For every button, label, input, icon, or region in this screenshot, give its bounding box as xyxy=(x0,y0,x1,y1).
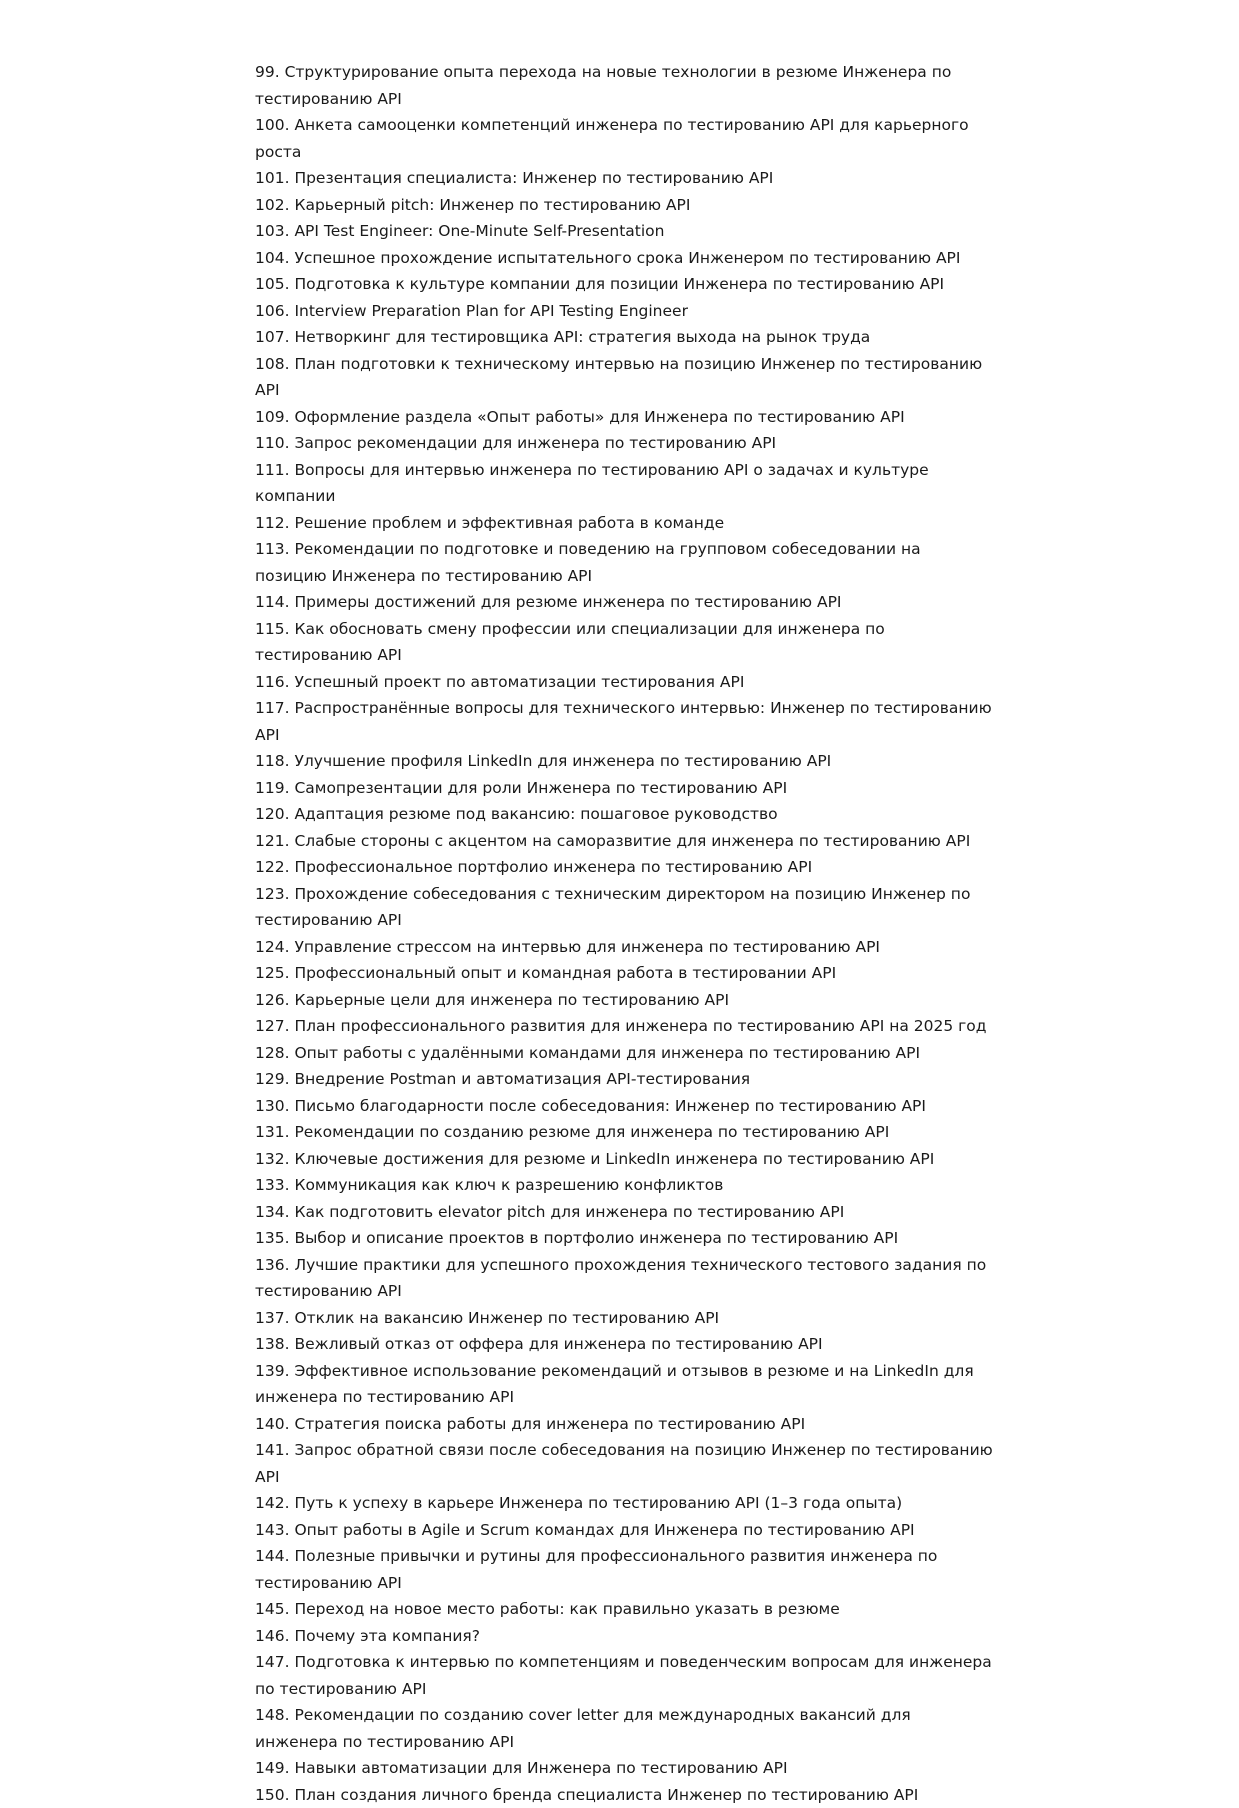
list-item: 120. Адаптация резюме под вакансию: пошаговое руководство xyxy=(255,801,995,828)
list-item: 149. Навыки автоматизации для Инженера по тестированию API xyxy=(255,1755,995,1782)
list-item: 108. План подготовки к техническому интервью на позицию Инженер по тестированию API xyxy=(255,351,995,404)
list-item: 129. Внедрение Postman и автоматизация API-тестирования xyxy=(255,1066,995,1093)
list-item: 117. Распространённые вопросы для технического интервью: Инженер по тестированию API xyxy=(255,695,995,748)
list-item: 150. План создания личного бренда специалиста Инженер по тестированию API xyxy=(255,1782,995,1808)
list-item: 135. Выбор и описание проектов в портфолио инженера по тестированию API xyxy=(255,1225,995,1252)
list-item: 105. Подготовка к культуре компании для позиции Инженера по тестированию API xyxy=(255,271,995,298)
list-item: 102. Карьерный pitch: Инженер по тестированию API xyxy=(255,192,995,219)
list-item: 101. Презентация специалиста: Инженер по тестированию API xyxy=(255,165,995,192)
list-item: 130. Письмо благодарности после собеседования: Инженер по тестированию API xyxy=(255,1093,995,1120)
list-item: 116. Успешный проект по автоматизации тестирования API xyxy=(255,669,995,696)
list-item: 112. Решение проблем и эффективная работа в команде xyxy=(255,510,995,537)
list-item: 119. Самопрезентации для роли Инженера по тестированию API xyxy=(255,775,995,802)
list-item: 126. Карьерные цели для инженера по тестированию API xyxy=(255,987,995,1014)
list-item: 131. Рекомендации по созданию резюме для инженера по тестированию API xyxy=(255,1119,995,1146)
list-item: 99. Структурирование опыта перехода на новые технологии в резюме Инженера по тестированию API xyxy=(255,59,995,112)
list-item: 148. Рекомендации по созданию cover letter для международных вакансий для инженера по тестированию API xyxy=(255,1702,995,1755)
list-item: 114. Примеры достижений для резюме инженера по тестированию API xyxy=(255,589,995,616)
list-item: 132. Ключевые достижения для резюме и LinkedIn инженера по тестированию API xyxy=(255,1146,995,1173)
list-item: 121. Слабые стороны с акцентом на саморазвитие для инженера по тестированию API xyxy=(255,828,995,855)
list-item: 107. Нетворкинг для тестировщика API: стратегия выхода на рынок труда xyxy=(255,324,995,351)
list-item: 123. Прохождение собеседования с техническим директором на позицию Инженер по тестированию API xyxy=(255,881,995,934)
list-item: 142. Путь к успеху в карьере Инженера по тестированию API (1–3 года опыта) xyxy=(255,1490,995,1517)
list-item: 115. Как обосновать смену профессии или специализации для инженера по тестированию API xyxy=(255,616,995,669)
list-item: 118. Улучшение профиля LinkedIn для инженера по тестированию API xyxy=(255,748,995,775)
list-item: 111. Вопросы для интервью инженера по тестированию API о задачах и культуре компании xyxy=(255,457,995,510)
list-item: 137. Отклик на вакансию Инженер по тестированию API xyxy=(255,1305,995,1332)
list-item: 139. Эффективное использование рекомендаций и отзывов в резюме и на LinkedIn для инженера по тестированию API xyxy=(255,1358,995,1411)
list-item: 140. Стратегия поиска работы для инженера по тестированию API xyxy=(255,1411,995,1438)
list-item: 143. Опыт работы в Agile и Scrum командах для Инженера по тестированию API xyxy=(255,1517,995,1544)
list-item: 136. Лучшие практики для успешного прохождения технического тестового задания по тестированию API xyxy=(255,1252,995,1305)
list-item: 138. Вежливый отказ от оффера для инженера по тестированию API xyxy=(255,1331,995,1358)
list-item: 141. Запрос обратной связи после собеседования на позицию Инженер по тестированию API xyxy=(255,1437,995,1490)
table-of-contents-list xyxy=(255,59,995,1808)
list-item: 106. Interview Preparation Plan for API Testing Engineer xyxy=(255,298,995,325)
list-item: 100. Анкета самооценки компетенций инженера по тестированию API для карьерного роста xyxy=(255,112,995,165)
list-item: 128. Опыт работы с удалёнными командами для инженера по тестированию API xyxy=(255,1040,995,1067)
list-item: 104. Успешное прохождение испытательного срока Инженером по тестированию API xyxy=(255,245,995,272)
list-item: 127. План профессионального развития для инженера по тестированию API на 2025 год xyxy=(255,1013,995,1040)
list-item: 144. Полезные привычки и рутины для профессионального развития инженера по тестированию API xyxy=(255,1543,995,1596)
list-item: 125. Профессиональный опыт и командная работа в тестировании API xyxy=(255,960,995,987)
list-item: 146. Почему эта компания? xyxy=(255,1623,995,1650)
list-item: 147. Подготовка к интервью по компетенциям и поведенческим вопросам для инженера по тестированию API xyxy=(255,1649,995,1702)
list-item: 103. API Test Engineer: One-Minute Self-Presentation xyxy=(255,218,995,245)
list-item: 110. Запрос рекомендации для инженера по тестированию API xyxy=(255,430,995,457)
list-item: 113. Рекомендации по подготовке и поведению на групповом собеседовании на позицию Инженера по тестированию API xyxy=(255,536,995,589)
list-item: 122. Профессиональное портфолио инженера по тестированию API xyxy=(255,854,995,881)
list-item: 134. Как подготовить elevator pitch для инженера по тестированию API xyxy=(255,1199,995,1226)
list-item: 133. Коммуникация как ключ к разрешению конфликтов xyxy=(255,1172,995,1199)
list-item: 145. Переход на новое место работы: как правильно указать в резюме xyxy=(255,1596,995,1623)
list-item: 109. Оформление раздела «Опыт работы» для Инженера по тестированию API xyxy=(255,404,995,431)
list-item: 124. Управление стрессом на интервью для инженера по тестированию API xyxy=(255,934,995,961)
